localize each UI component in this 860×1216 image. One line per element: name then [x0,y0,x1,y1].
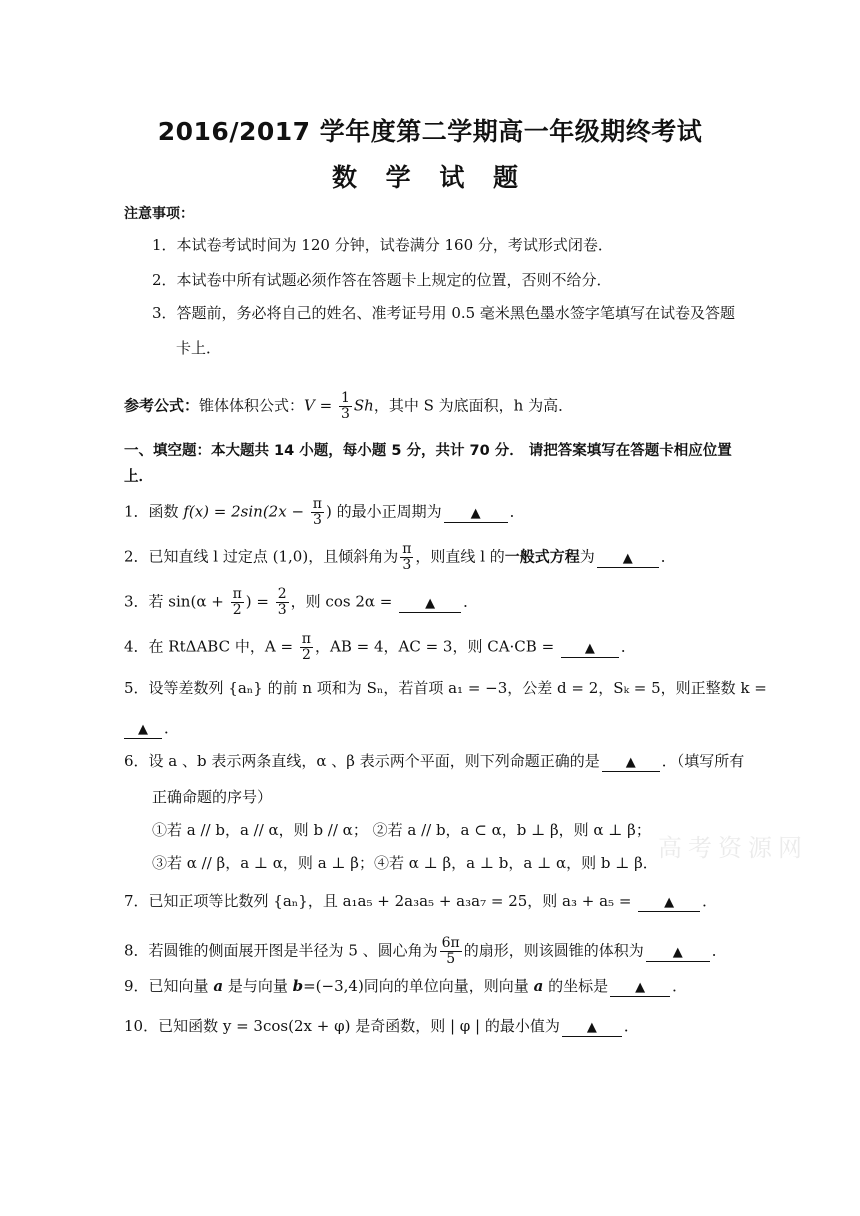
question-7 [124,891,717,912]
q8-answer-blank: ▲ [646,945,710,962]
q4-text-2: ，AB = 4，AC = 3，则 CA·CB = [315,637,559,656]
fraction-numerator: π [312,496,322,512]
question-6-proposition-1: ①若 a // b，a // α，则 b // α； ②若 a // b，a ⊂ α，b ⊥ β，则 α ⊥ β； [152,821,651,839]
q3-answer-blank: ▲ [399,596,461,613]
q5-end: ． [164,719,180,737]
notice-item-3-cont: 卡上． [176,339,222,357]
q2-bold-term: 一般式方程 [504,547,580,566]
fraction-numerator: 6π [441,935,460,951]
q10-answer-blank: ▲ [562,1020,622,1037]
question-6-proposition-2: ③若 α // β，a ⊥ α，则 a ⊥ β；④若 α ⊥ β，a ⊥ b，a ⊥ α，则 b ⊥ β． [152,854,658,872]
fraction-numerator: 1 [340,390,350,406]
notice-heading: 注意事项： [124,206,194,222]
question-5-cont [124,718,179,739]
q9-text-3: =(−3,4)同向的单位向量，则向量 [303,977,534,995]
q6-text-2: ．（填写所有 [661,752,745,770]
formula-label: 参考公式： [124,396,200,415]
q8-text: 8．若圆锥的侧面展开图是半径为 5 、圆心角为 [124,941,438,960]
section-heading-cont: 上． [124,469,153,485]
q1-fraction [311,497,324,528]
formula-text-before: 锥体体积公式： [199,396,305,415]
q9-text-4: 的坐标是 [543,977,609,995]
q3-fraction-2 [276,587,289,618]
fraction-denominator: 3 [277,602,287,618]
fraction-denominator: 2 [232,602,242,618]
q7-answer-blank: ▲ [638,895,700,912]
q2-text-3: 为 [579,547,595,566]
formula-rhs: Sh [353,396,374,415]
q3-text-2: ) = [245,592,274,611]
fraction-numerator: 2 [277,586,287,602]
question-10 [124,1016,639,1037]
q2-fraction [400,542,413,573]
q8-end: ． [711,941,727,960]
q9-vector-a: a [213,977,224,995]
question-1 [124,497,525,528]
q3-text-3: ，则 cos 2α = [290,592,398,611]
watermark: 高考资源网 [658,834,808,862]
q4-text: 4．在 RtΔABC 中，A = [124,637,298,656]
q2-text-2: ，则直线 l 的 [415,547,505,566]
q8-fraction [440,936,462,967]
exam-subtitle: 数 学 试 题 [331,163,529,192]
q5-answer-blank: ▲ [124,722,162,739]
q4-end: ． [620,637,636,656]
q3-fraction-1 [231,587,244,618]
question-3 [124,587,478,618]
q2-answer-blank: ▲ [597,551,659,568]
q1-end: ． [509,502,525,521]
q9-vector-b: b [292,977,304,995]
notice-item-2: 2．本试卷中所有试题必须作答在答题卡上规定的位置，否则不给分． [152,271,612,289]
question-4 [124,632,636,663]
fraction-numerator: π [301,631,311,647]
formula-text-after: ，其中 S 为底面积，h 为高． [373,396,574,415]
q7-end: ． [702,892,718,910]
question-2 [124,542,676,573]
fraction-denominator: 3 [340,406,350,422]
q6-text: 6．设 a 、b 表示两条直线，α 、β 表示两个平面，则下列命题正确的是 [124,752,600,770]
q10-end: ． [623,1017,639,1035]
q3-text: 3．若 sin(α + [124,592,229,611]
section-heading: 一、填空题：本大题共 14 小题，每小题 5 分，共计 70 分． 请把答案填写在答题卡相应位置 [124,443,732,459]
q4-fraction [300,632,313,663]
q7-text: 7．已知正项等比数列 {aₙ}，且 a₁a₅ + 2a₃a₅ + a₃a₇ = 25，则 a₃ + a₅ = [124,892,637,910]
exam-title: 2016/2017 学年度第二学期高一年级期终考试 [157,117,703,146]
formula-line [124,391,573,422]
q10-text: 10．已知函数 y = 3cos(2x + φ) 是奇函数，则 | φ | 的最小值为 [124,1017,560,1035]
question-5: 5．设等差数列 {aₙ} 的前 n 项和为 Sₙ，若首项 a₁ = −3，公差 d = 2，Sₖ = 5，则正整数 k = [124,679,767,697]
q9-vector-a-2: a [533,977,544,995]
formula-fraction [339,391,352,422]
q4-answer-blank: ▲ [561,641,619,658]
formula-lhs: V = [304,396,337,415]
fraction-numerator: π [232,586,242,602]
q9-answer-blank: ▲ [610,980,670,997]
question-9 [124,976,687,997]
fraction-denominator: 3 [312,512,322,528]
q3-end: ． [463,592,479,611]
notice-item-3: 3．答题前，务必将自己的姓名、准考证号用 0.5 毫米黑色墨水签字笔填写在试卷及答题 [152,304,735,322]
q2-end: ． [660,547,676,566]
fraction-denominator: 5 [446,951,456,967]
q1-text-2: ) 的最小正周期为 [326,502,442,521]
fraction-denominator: 2 [301,647,311,663]
q1-expr: f(x) = 2sin(2x − [183,502,309,521]
q6-answer-blank: ▲ [602,755,660,772]
notice-item-1: 1．本试卷考试时间为 120 分钟，试卷满分 160 分，考试形式闭卷． [152,236,613,254]
question-6 [124,751,744,772]
question-6-cont: 正确命题的序号） [152,788,273,806]
q8-text-2: 的扇形，则该圆锥的体积为 [463,941,644,960]
fraction-denominator: 3 [402,557,412,573]
fraction-numerator: π [402,541,412,557]
q9-text: 9．已知向量 [124,977,214,995]
q1-answer-blank: ▲ [444,506,508,523]
q9-text-2: 是与向量 [223,977,293,995]
q1-text: 1．函数 [124,502,184,521]
q2-text: 2．已知直线 l 过定点 (1,0)，且倾斜角为 [124,547,399,566]
question-8 [124,936,727,967]
q9-end: ． [672,977,688,995]
